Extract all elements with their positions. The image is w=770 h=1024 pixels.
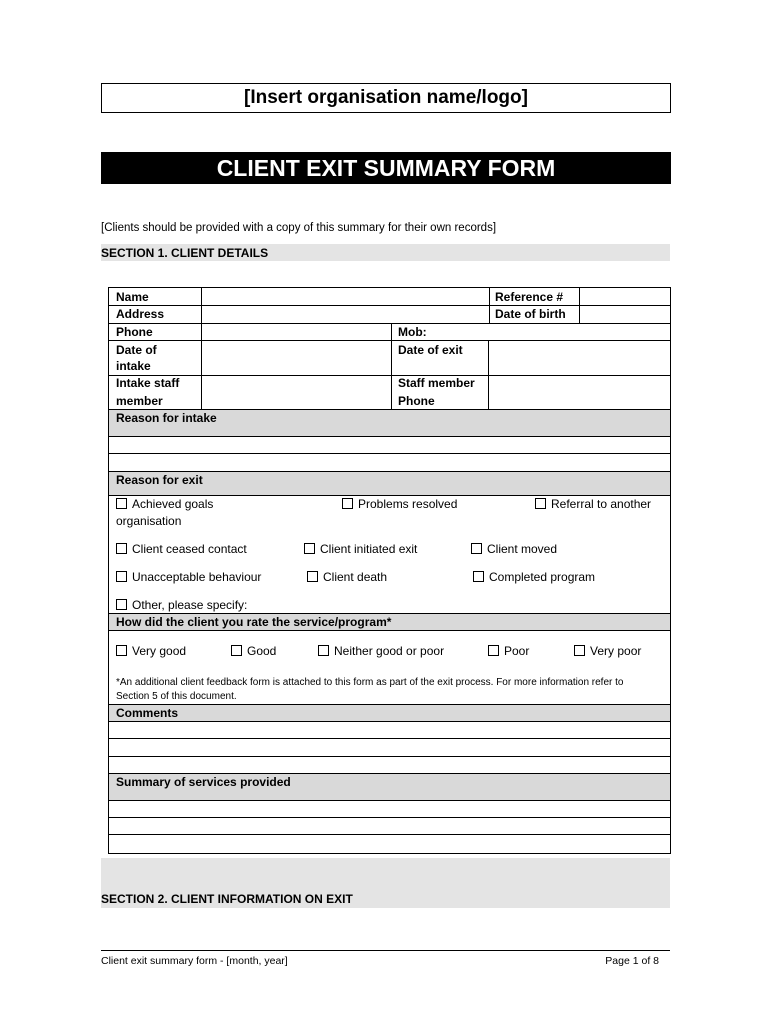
rating-poor[interactable]: Poor	[488, 643, 529, 659]
checkbox-icon	[116, 599, 127, 610]
summary-services-label: Summary of services provided	[116, 775, 291, 789]
mob-field[interactable]	[489, 324, 669, 340]
checkbox-icon	[116, 498, 127, 509]
option-referral[interactable]: Referral to another	[535, 496, 651, 512]
option-client-death[interactable]: Client death	[307, 569, 387, 585]
option-client-initiated-exit[interactable]: Client initiated exit	[304, 541, 417, 557]
reason-for-intake-line-2[interactable]	[109, 454, 670, 471]
rating-question: How did the client you rate the service/program*	[116, 615, 392, 629]
option-unacceptable-behaviour[interactable]: Unacceptable behaviour	[116, 569, 261, 585]
section2-heading-text: SECTION 2. CLIENT INFORMATION ON EXIT	[101, 892, 353, 906]
address-field[interactable]	[202, 306, 488, 323]
checkbox-icon	[488, 645, 499, 656]
summary-line-3[interactable]	[109, 835, 670, 852]
staff-member-phone-field[interactable]	[489, 376, 669, 409]
option-client-ceased-contact[interactable]: Client ceased contact	[116, 541, 247, 557]
checkbox-icon	[116, 543, 127, 554]
intake-staff-label-line1: Intake staff	[116, 376, 180, 390]
option-referral-line2: organisation	[116, 514, 182, 528]
phone-field[interactable]	[202, 324, 390, 340]
summary-line-1[interactable]	[109, 801, 670, 817]
checkbox-icon	[116, 571, 127, 582]
option-achieved-goals[interactable]: Achieved goals	[116, 496, 213, 512]
organisation-logo-placeholder	[101, 83, 671, 113]
intake-staff-label-line2: member	[116, 394, 163, 408]
footer-page-number: Page 1 of 8	[605, 955, 659, 967]
form-title-text: CLIENT EXIT SUMMARY FORM	[216, 154, 556, 181]
checkbox-icon	[473, 571, 484, 582]
address-label: Address	[116, 307, 165, 321]
rating-very-good[interactable]: Very good	[116, 643, 186, 659]
date-of-birth-label: Date of birth	[495, 307, 566, 321]
checkbox-icon	[304, 543, 315, 554]
rating-good[interactable]: Good	[231, 643, 276, 659]
checkbox-icon	[471, 543, 482, 554]
comments-label: Comments	[116, 706, 179, 720]
checkbox-icon	[231, 645, 242, 656]
comments-line-3[interactable]	[109, 757, 670, 773]
comments-line-2[interactable]	[109, 739, 670, 756]
comments-line-1[interactable]	[109, 722, 670, 738]
date-of-intake-label-line1: Date of	[116, 343, 157, 357]
checkbox-icon	[535, 498, 546, 509]
form-title	[101, 152, 671, 184]
checkbox-icon	[342, 498, 353, 509]
summary-line-2[interactable]	[109, 818, 670, 834]
reason-for-exit-label: Reason for exit	[116, 473, 203, 487]
date-of-intake-label-line2: intake	[116, 359, 151, 373]
name-label: Name	[116, 290, 149, 304]
client-details-grid	[108, 287, 671, 854]
date-of-birth-field[interactable]	[580, 306, 669, 323]
comments-header-bg	[109, 704, 670, 721]
date-of-exit-field[interactable]	[489, 341, 669, 375]
section1-heading-text: SECTION 1. CLIENT DETAILS	[101, 245, 269, 260]
phone-label: Phone	[116, 325, 153, 339]
section1-heading	[101, 244, 670, 261]
mob-label: Mob:	[398, 325, 427, 339]
intake-staff-field[interactable]	[202, 376, 390, 409]
feedback-note-line1: *An additional client feedback form is attached to this form as part of the exit process. For more information refer to	[116, 677, 624, 688]
name-field[interactable]	[202, 289, 488, 305]
checkbox-icon	[318, 645, 329, 656]
reference-field[interactable]	[580, 289, 669, 305]
option-completed-program[interactable]: Completed program	[473, 569, 595, 585]
checkbox-icon	[307, 571, 318, 582]
organisation-placeholder-text: [Insert organisation name/logo]	[244, 87, 528, 108]
staff-member-phone-label-line1: Staff member	[398, 376, 475, 390]
footer-divider	[101, 950, 670, 951]
rating-neither[interactable]: Neither good or poor	[318, 643, 444, 659]
date-of-intake-field[interactable]	[202, 341, 390, 375]
reference-label: Reference #	[495, 290, 564, 304]
staff-member-phone-label-line2: Phone	[398, 394, 435, 408]
date-of-exit-label: Date of exit	[398, 343, 463, 357]
footer-document-info: Client exit summary form - [month, year]	[101, 955, 288, 967]
rating-very-poor[interactable]: Very poor	[574, 643, 641, 659]
copy-note: [Clients should be provided with a copy of this summary for their own records]	[101, 222, 497, 234]
feedback-note-line2: Section 5 of this document.	[116, 691, 237, 702]
reason-for-intake-line-1[interactable]	[109, 437, 670, 453]
reason-for-intake-label: Reason for intake	[116, 411, 217, 425]
option-other[interactable]: Other, please specify:	[116, 597, 247, 613]
checkbox-icon	[574, 645, 585, 656]
option-problems-resolved[interactable]: Problems resolved	[342, 496, 457, 512]
checkbox-icon	[116, 645, 127, 656]
option-client-moved[interactable]: Client moved	[471, 541, 557, 557]
section2-heading	[101, 858, 670, 908]
